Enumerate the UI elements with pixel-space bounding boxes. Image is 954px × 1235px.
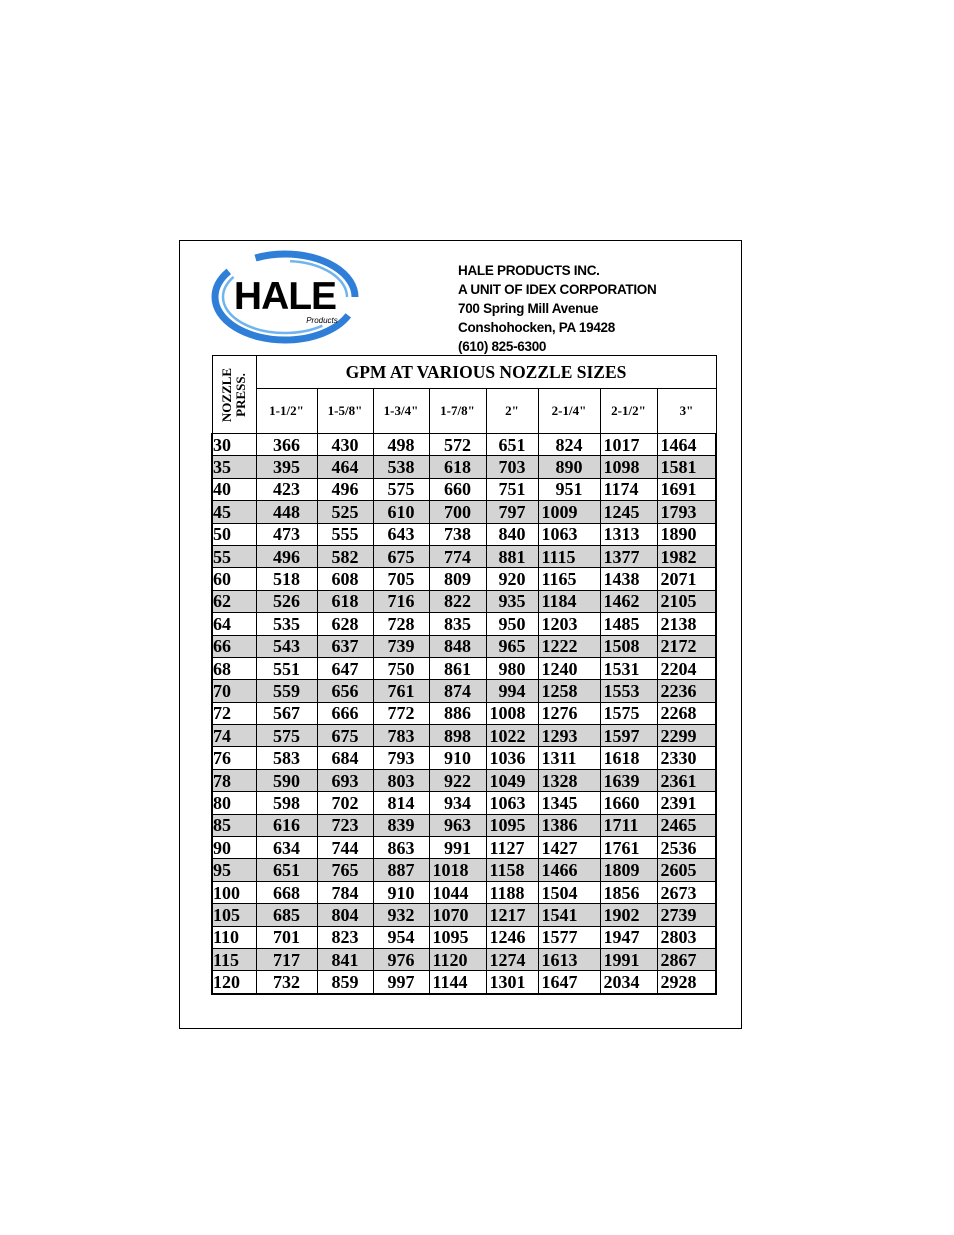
size-header: 1-7/8" (429, 389, 486, 434)
gpm-cell: 980 (486, 657, 538, 679)
gpm-cell: 963 (429, 814, 486, 836)
gpm-cell: 890 (538, 456, 600, 478)
gpm-cell: 732 (256, 971, 317, 994)
gpm-cell: 1115 (538, 545, 600, 567)
table-row (212, 635, 716, 657)
table-row (212, 747, 716, 769)
table-row (212, 657, 716, 679)
gpm-cell: 1095 (429, 926, 486, 948)
size-header: 3" (657, 389, 716, 434)
gpm-cell: 1017 (600, 434, 657, 456)
gpm-cell: 920 (486, 568, 538, 590)
gpm-cell: 1009 (538, 501, 600, 523)
gpm-cell: 647 (317, 657, 373, 679)
gpm-cell: 1044 (429, 881, 486, 903)
pressure-cell: 110 (212, 926, 256, 948)
gpm-cell: 551 (256, 657, 317, 679)
gpm-table-body (212, 434, 716, 994)
table-row (212, 814, 716, 836)
pressure-cell: 80 (212, 792, 256, 814)
gpm-cell: 809 (429, 568, 486, 590)
gpm-cell: 634 (256, 837, 317, 859)
gpm-cell: 761 (373, 680, 429, 702)
gpm-cell: 1386 (538, 814, 600, 836)
table-row (212, 904, 716, 926)
gpm-cell: 835 (429, 613, 486, 635)
gpm-cell: 991 (429, 837, 486, 859)
gpm-cell: 464 (317, 456, 373, 478)
gpm-cell: 1095 (486, 814, 538, 836)
gpm-cell: 997 (373, 971, 429, 994)
gpm-cell: 840 (486, 523, 538, 545)
gpm-cell: 1222 (538, 635, 600, 657)
gpm-cell: 666 (317, 702, 373, 724)
gpm-cell: 1018 (429, 859, 486, 881)
gpm-cell: 738 (429, 523, 486, 545)
gpm-cell: 2204 (657, 657, 716, 679)
logo-word: HALE (233, 275, 337, 318)
table-row (212, 434, 716, 456)
gpm-cell: 608 (317, 568, 373, 590)
gpm-cell: 1647 (538, 971, 600, 994)
gpm-cell: 684 (317, 747, 373, 769)
gpm-cell: 703 (486, 456, 538, 478)
gpm-cell: 448 (256, 501, 317, 523)
gpm-cell: 1022 (486, 725, 538, 747)
gpm-cell: 1613 (538, 948, 600, 970)
gpm-cell: 1577 (538, 926, 600, 948)
gpm-cell: 2071 (657, 568, 716, 590)
gpm-cell: 954 (373, 926, 429, 948)
gpm-cell: 2138 (657, 613, 716, 635)
gpm-cell: 1127 (486, 837, 538, 859)
pressure-cell: 55 (212, 545, 256, 567)
gpm-cell: 555 (317, 523, 373, 545)
gpm-cell: 1793 (657, 501, 716, 523)
gpm-cell: 2236 (657, 680, 716, 702)
gpm-cell: 496 (317, 478, 373, 500)
gpm-cell: 2105 (657, 590, 716, 612)
gpm-cell: 859 (317, 971, 373, 994)
gpm-cell: 1504 (538, 881, 600, 903)
company-unit: A UNIT OF IDEX CORPORATION (458, 282, 657, 297)
nozzle-pressure-header (212, 356, 256, 434)
gpm-cell: 803 (373, 769, 429, 791)
gpm-cell: 822 (429, 590, 486, 612)
size-header: 2-1/4" (538, 389, 600, 434)
gpm-cell: 705 (373, 568, 429, 590)
gpm-cell: 2268 (657, 702, 716, 724)
company-city: Conshohocken, PA 19428 (458, 320, 615, 335)
gpm-cell: 628 (317, 613, 373, 635)
gpm-cell: 535 (256, 613, 317, 635)
gpm-cell: 1377 (600, 545, 657, 567)
gpm-cell: 2034 (600, 971, 657, 994)
gpm-cell: 498 (373, 434, 429, 456)
gpm-cell: 1982 (657, 545, 716, 567)
gpm-cell: 886 (429, 702, 486, 724)
gpm-cell: 910 (373, 881, 429, 903)
size-header: 2" (486, 389, 538, 434)
table-row (212, 568, 716, 590)
gpm-table (211, 355, 717, 995)
gpm-cell: 1809 (600, 859, 657, 881)
gpm-cell: 1293 (538, 725, 600, 747)
gpm-cell: 582 (317, 545, 373, 567)
size-header: 1-5/8" (317, 389, 373, 434)
gpm-cell: 1240 (538, 657, 600, 679)
gpm-cell: 518 (256, 568, 317, 590)
gpm-cell: 473 (256, 523, 317, 545)
gpm-cell: 1165 (538, 568, 600, 590)
pressure-cell: 105 (212, 904, 256, 926)
gpm-cell: 1466 (538, 859, 600, 881)
gpm-cell: 881 (486, 545, 538, 567)
gpm-cell: 1508 (600, 635, 657, 657)
gpm-cell: 841 (317, 948, 373, 970)
gpm-cell: 951 (538, 478, 600, 500)
gpm-cell: 660 (429, 478, 486, 500)
pressure-cell: 70 (212, 680, 256, 702)
gpm-cell: 651 (256, 859, 317, 881)
gpm-cell: 1947 (600, 926, 657, 948)
gpm-cell: 744 (317, 837, 373, 859)
gpm-cell: 575 (373, 478, 429, 500)
gpm-cell: 1313 (600, 523, 657, 545)
nozzle-chart-card (179, 240, 742, 1029)
gpm-cell: 965 (486, 635, 538, 657)
gpm-cell: 2172 (657, 635, 716, 657)
pressure-cell: 72 (212, 702, 256, 724)
gpm-cell: 2391 (657, 792, 716, 814)
gpm-cell: 717 (256, 948, 317, 970)
gpm-cell: 1856 (600, 881, 657, 903)
gpm-cell: 423 (256, 478, 317, 500)
gpm-cell: 1581 (657, 456, 716, 478)
table-row (212, 456, 716, 478)
gpm-cell: 583 (256, 747, 317, 769)
gpm-cell: 685 (256, 904, 317, 926)
gpm-cell: 559 (256, 680, 317, 702)
gpm-cell: 575 (256, 725, 317, 747)
gpm-cell: 739 (373, 635, 429, 657)
pressure-cell: 60 (212, 568, 256, 590)
table-row (212, 769, 716, 791)
gpm-cell: 797 (486, 501, 538, 523)
gpm-cell: 783 (373, 725, 429, 747)
gpm-cell: 2867 (657, 948, 716, 970)
gpm-cell: 1276 (538, 702, 600, 724)
gpm-cell: 1991 (600, 948, 657, 970)
gpm-cell: 2536 (657, 837, 716, 859)
gpm-cell: 2673 (657, 881, 716, 903)
gpm-cell: 1531 (600, 657, 657, 679)
table-row (212, 545, 716, 567)
gpm-cell: 935 (486, 590, 538, 612)
gpm-cell: 823 (317, 926, 373, 948)
table-row (212, 478, 716, 500)
gpm-cell: 976 (373, 948, 429, 970)
pressure-cell: 45 (212, 501, 256, 523)
table-row (212, 725, 716, 747)
gpm-cell: 1070 (429, 904, 486, 926)
gpm-cell: 784 (317, 881, 373, 903)
pressure-cell: 35 (212, 456, 256, 478)
pressure-cell: 64 (212, 613, 256, 635)
gpm-cell: 1008 (486, 702, 538, 724)
gpm-cell: 2299 (657, 725, 716, 747)
table-row (212, 680, 716, 702)
gpm-cell: 525 (317, 501, 373, 523)
gpm-cell: 1063 (538, 523, 600, 545)
gpm-cell: 1049 (486, 769, 538, 791)
gpm-cell: 751 (486, 478, 538, 500)
table-row (212, 702, 716, 724)
table-row (212, 792, 716, 814)
hale-logo (210, 247, 360, 347)
gpm-cell: 716 (373, 590, 429, 612)
company-phone: (610) 825-6300 (458, 339, 547, 354)
table-row (212, 523, 716, 545)
gpm-cell: 1301 (486, 971, 538, 994)
gpm-cell: 824 (538, 434, 600, 456)
nozzle-size-header-row (212, 389, 716, 434)
gpm-cell: 1691 (657, 478, 716, 500)
gpm-cell: 616 (256, 814, 317, 836)
gpm-cell: 934 (429, 792, 486, 814)
gpm-cell: 2605 (657, 859, 716, 881)
gpm-cell: 1485 (600, 613, 657, 635)
gpm-cell: 2361 (657, 769, 716, 791)
gpm-cell: 1427 (538, 837, 600, 859)
logo-sub: Products (306, 316, 338, 325)
gpm-cell: 430 (317, 434, 373, 456)
table-row (212, 859, 716, 881)
table-row (212, 948, 716, 970)
gpm-cell: 1120 (429, 948, 486, 970)
gpm-cell: 637 (317, 635, 373, 657)
gpm-cell: 861 (429, 657, 486, 679)
pressure-cell: 95 (212, 859, 256, 881)
pressure-cell: 85 (212, 814, 256, 836)
gpm-cell: 910 (429, 747, 486, 769)
size-header: 1-1/2" (256, 389, 317, 434)
table-row (212, 926, 716, 948)
gpm-cell: 643 (373, 523, 429, 545)
gpm-cell: 1575 (600, 702, 657, 724)
gpm-cell: 1597 (600, 725, 657, 747)
gpm-cell: 950 (486, 613, 538, 635)
gpm-cell: 1174 (600, 478, 657, 500)
gpm-cell: 1462 (600, 590, 657, 612)
table-row (212, 881, 716, 903)
gpm-cell: 774 (429, 545, 486, 567)
size-header: 1-3/4" (373, 389, 429, 434)
gpm-cell: 1618 (600, 747, 657, 769)
gpm-cell: 1328 (538, 769, 600, 791)
gpm-cell: 656 (317, 680, 373, 702)
gpm-cell: 994 (486, 680, 538, 702)
gpm-cell: 366 (256, 434, 317, 456)
gpm-cell: 702 (317, 792, 373, 814)
gpm-cell: 590 (256, 769, 317, 791)
gpm-cell: 1036 (486, 747, 538, 769)
gpm-cell: 1541 (538, 904, 600, 926)
gpm-cell: 701 (256, 926, 317, 948)
gpm-cell: 618 (429, 456, 486, 478)
gpm-cell: 395 (256, 456, 317, 478)
gpm-cell: 1098 (600, 456, 657, 478)
gpm-cell: 1274 (486, 948, 538, 970)
table-title: GPM AT VARIOUS NOZZLE SIZES (256, 356, 716, 389)
pressure-cell: 100 (212, 881, 256, 903)
gpm-cell: 1158 (486, 859, 538, 881)
gpm-cell: 1184 (538, 590, 600, 612)
gpm-cell: 700 (429, 501, 486, 523)
gpm-cell: 848 (429, 635, 486, 657)
gpm-cell: 793 (373, 747, 429, 769)
pressure-cell: 90 (212, 837, 256, 859)
gpm-cell: 1345 (538, 792, 600, 814)
table-row (212, 837, 716, 859)
gpm-cell: 496 (256, 545, 317, 567)
gpm-cell: 887 (373, 859, 429, 881)
gpm-cell: 2928 (657, 971, 716, 994)
pressure-cell: 74 (212, 725, 256, 747)
gpm-cell: 814 (373, 792, 429, 814)
gpm-cell: 668 (256, 881, 317, 903)
pressure-cell: 50 (212, 523, 256, 545)
gpm-cell: 772 (373, 702, 429, 724)
gpm-cell: 543 (256, 635, 317, 657)
gpm-cell: 1639 (600, 769, 657, 791)
table-row (212, 971, 716, 994)
gpm-cell: 2739 (657, 904, 716, 926)
gpm-cell: 598 (256, 792, 317, 814)
gpm-cell: 675 (373, 545, 429, 567)
gpm-cell: 1902 (600, 904, 657, 926)
gpm-cell: 1438 (600, 568, 657, 590)
gpm-cell: 610 (373, 501, 429, 523)
pressure-cell: 66 (212, 635, 256, 657)
gpm-cell: 2465 (657, 814, 716, 836)
gpm-cell: 538 (373, 456, 429, 478)
gpm-cell: 1761 (600, 837, 657, 859)
pressure-cell: 120 (212, 971, 256, 994)
gpm-cell: 1258 (538, 680, 600, 702)
gpm-cell: 1890 (657, 523, 716, 545)
gpm-cell: 526 (256, 590, 317, 612)
gpm-cell: 1203 (538, 613, 600, 635)
gpm-cell: 922 (429, 769, 486, 791)
gpm-cell: 932 (373, 904, 429, 926)
pressure-cell: 40 (212, 478, 256, 500)
gpm-cell: 1063 (486, 792, 538, 814)
pressure-cell: 115 (212, 948, 256, 970)
gpm-cell: 1245 (600, 501, 657, 523)
gpm-cell: 675 (317, 725, 373, 747)
table-row (212, 590, 716, 612)
table-row (212, 501, 716, 523)
gpm-cell: 728 (373, 613, 429, 635)
press-label-1: NOZZLE (219, 367, 234, 422)
gpm-cell: 651 (486, 434, 538, 456)
gpm-cell: 572 (429, 434, 486, 456)
gpm-cell: 804 (317, 904, 373, 926)
gpm-cell: 1711 (600, 814, 657, 836)
pressure-cell: 76 (212, 747, 256, 769)
gpm-cell: 567 (256, 702, 317, 724)
table-row (212, 613, 716, 635)
press-label-2: PRESS. (233, 372, 248, 417)
gpm-cell: 874 (429, 680, 486, 702)
pressure-cell: 30 (212, 434, 256, 456)
pressure-cell: 68 (212, 657, 256, 679)
gpm-cell: 693 (317, 769, 373, 791)
gpm-cell: 765 (317, 859, 373, 881)
company-name: HALE PRODUCTS INC. (458, 263, 600, 278)
pressure-cell: 78 (212, 769, 256, 791)
gpm-cell: 750 (373, 657, 429, 679)
gpm-cell: 2803 (657, 926, 716, 948)
gpm-cell: 618 (317, 590, 373, 612)
company-address-block (458, 261, 656, 356)
company-street: 700 Spring Mill Avenue (458, 301, 599, 316)
gpm-cell: 1553 (600, 680, 657, 702)
gpm-cell: 898 (429, 725, 486, 747)
gpm-cell: 1311 (538, 747, 600, 769)
gpm-cell: 863 (373, 837, 429, 859)
size-header: 2-1/2" (600, 389, 657, 434)
gpm-cell: 1144 (429, 971, 486, 994)
gpm-cell: 1464 (657, 434, 716, 456)
gpm-cell: 1217 (486, 904, 538, 926)
gpm-cell: 723 (317, 814, 373, 836)
gpm-cell: 839 (373, 814, 429, 836)
gpm-cell: 1660 (600, 792, 657, 814)
gpm-cell: 1246 (486, 926, 538, 948)
gpm-cell: 1188 (486, 881, 538, 903)
gpm-cell: 2330 (657, 747, 716, 769)
pressure-cell: 62 (212, 590, 256, 612)
